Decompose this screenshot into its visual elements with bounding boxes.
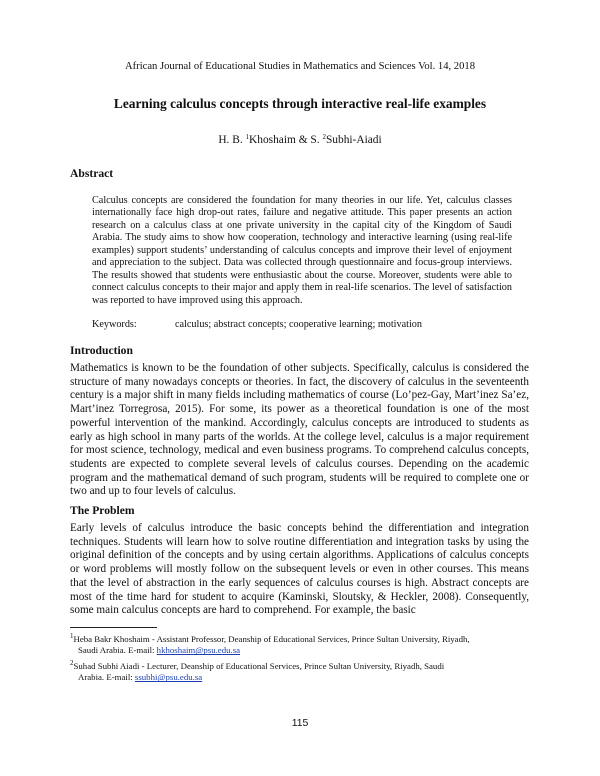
author-2-mark: 2	[322, 133, 326, 141]
footnote-1-mark: 1	[70, 632, 74, 640]
footnote-rule	[70, 627, 157, 628]
author-line	[0, 134, 600, 146]
running-head: African Journal of Educational Studies in Mathematics and Sciences Vol. 14, 2018	[124, 61, 475, 72]
footnote-1-text: Heba Bakr Khoshaim - Assistant Professor, Deanship of Educational Services, Prince Sultan University, Riyadh,	[73, 634, 470, 644]
problem-text: Early levels of calculus introduce the basic concepts behind the differentiation and integration techniques. Students will learn how to solve routine differentiation and integration tasks by using the original definition of the concepts and by using certain algorithms. Applications of calculus concepts or word problems will mostly follow on the subsequent levels or even in other courses. This means that the level of abstraction in the early sequences of calculus courses is high. Abstract concepts are most of the time hard for student to acquire (Kaminski, Sloutsky, & Heckler, 2008). Consequently, some main calculus concepts are hard to comprehend. For example, the basic	[70, 522, 529, 617]
footnote-2-text: Suhad Subhi Aiadi - Lecturer, Deanship of Educational Services, Prince Sultan University, Riyadh, Saudi	[73, 661, 445, 671]
introduction-heading: Introduction	[70, 344, 133, 357]
keywords-line	[92, 319, 422, 330]
page-number: 115	[291, 718, 309, 729]
footnote-1-email-link[interactable]: hkhoshaim@psu.edu.sa	[156, 645, 241, 656]
abstract-text: Calculus concepts are considered the foundation for many theories in our life. Yet, calculus classes internationally face high drop-out rates, failure and negative attitude. This paper presents an action research on a calculus class at one private university in the capital city of the Kingdom of Saudi Arabia. The study aims to show how cooperation, technology and interactive learning (using real-life examples) support students’ understanding of calculus concepts and improve their level of enjoyment and appreciation to the subject. Data was collected through questionnaire and focus-group interviews. The results showed that students were enthusiastic about the course. Moreover, students were able to connect calculus concepts to their major and apply them in real-life scenarios. The level of satisfaction was reported to have improved using this approach.	[92, 195, 512, 306]
footnote-2	[70, 661, 526, 684]
introduction-text: Mathematics is known to be the foundation of other subjects. Specifically, calculus is considered the structure of many nowadays concepts or theories. In fact, the discovery of calculus in the seventeenth century is a major shift in many fields including mathematics of course (Lo’pez-Gay, Mart’inez Sa’ez, Mart’inez Torregrosa, 2015). For some, its power as a theoretical foundation is one of the most powerful intervention of the mankind. Accordingly, calculus concepts are introduced to students as early as high school in many parts of the worlds. At the college level, calculus is a major requirement for most science, technology, medical and even business programs. To comprehend calculus concepts, students are expected to complete several levels of calculus courses. Depending on the academic program and the mathematical demand of such program, students will be required to complete one or two and up to four levels of calculus.	[70, 362, 529, 498]
keywords-label: Keywords:	[92, 319, 137, 330]
author-separator: & S.	[295, 134, 323, 146]
keywords-values: calculus; abstract concepts; cooperative learning; motivation	[175, 319, 422, 330]
problem-heading: The Problem	[70, 504, 135, 517]
footnote-1	[70, 634, 526, 657]
author-1-name: Khoshaim	[249, 134, 296, 146]
footnote-2-email-link[interactable]: ssubhi@psu.edu.sa	[134, 672, 203, 683]
paper-title: Learning calculus concepts through interactive real-life examples	[113, 96, 487, 111]
author-1-mark: 1	[245, 133, 250, 141]
author-1-initials: H. B.	[218, 134, 246, 146]
abstract-heading: Abstract	[70, 167, 114, 180]
footnote-2-mark: 2	[70, 659, 74, 667]
author-2-name: Subhi-Aiadi	[325, 134, 382, 146]
footnote-2-cont: Arabia. E-mail:	[78, 672, 135, 683]
footnote-1-cont: Saudi Arabia. E-mail:	[78, 645, 157, 656]
